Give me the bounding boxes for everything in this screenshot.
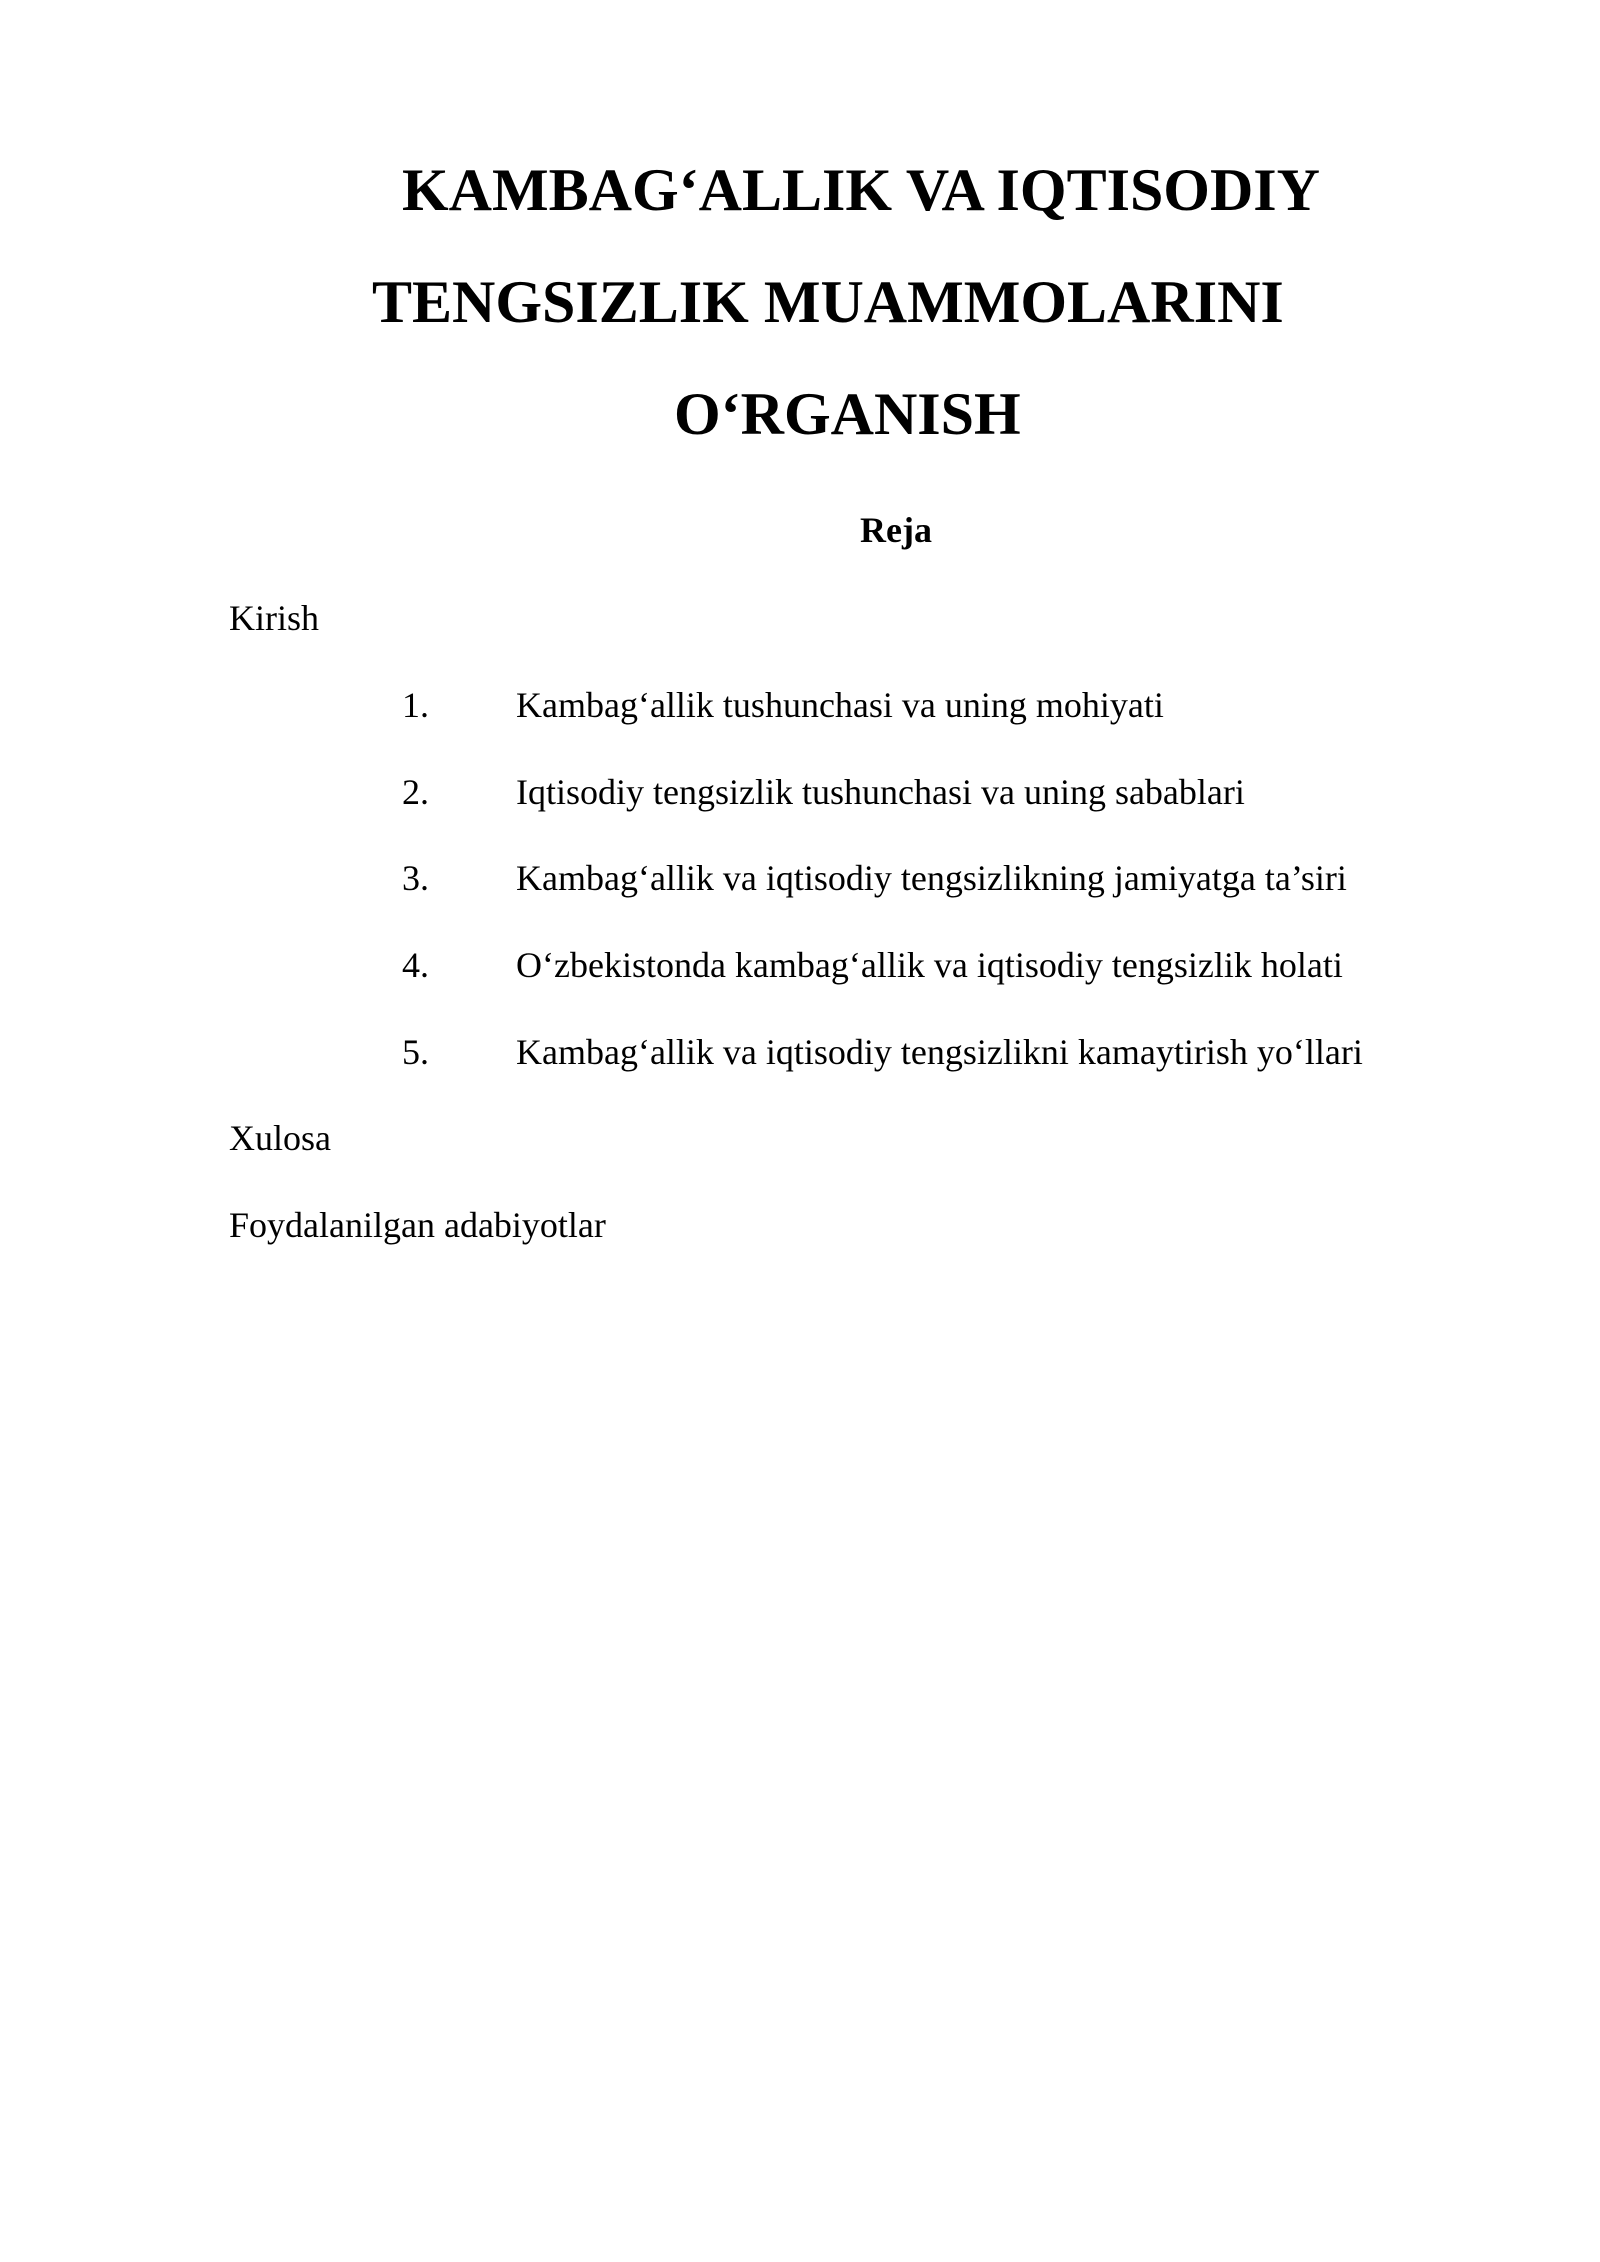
plan-item-text: Iqtisodiy tengsizlik tushunchasi va uning sabablari (516, 772, 1245, 812)
conclusion-entry: Xulosa (229, 1118, 331, 1158)
plan-item-number: 4. (402, 945, 429, 985)
intro-entry: Kirish (229, 598, 319, 638)
plan-item-number: 2. (402, 772, 429, 812)
plan-item-number: 1. (402, 685, 429, 725)
plan-item-text: Kambag‘allik va iqtisodiy tengsizlikning jamiyatga ta’siri (516, 858, 1347, 898)
plan-heading: Reja (860, 510, 932, 550)
plan-item-number: 3. (402, 858, 429, 898)
plan-item-text: Kambag‘allik va iqtisodiy tengsizlikni kamaytirish yo‘llari (516, 1032, 1363, 1072)
document-title-line-2: TENGSIZLIK MUAMMOLARINI (372, 269, 1284, 335)
document-title-line-3: O‘RGANISH (674, 381, 1021, 447)
references-entry: Foydalanilgan adabiyotlar (229, 1205, 606, 1245)
plan-item-number: 5. (402, 1032, 429, 1072)
plan-item-text: Kambag‘allik tushunchasi va uning mohiyati (516, 685, 1164, 725)
plan-item-text: O‘zbekistonda kambag‘allik va iqtisodiy tengsizlik holati (516, 945, 1343, 985)
document-title-line-1: KAMBAG‘ALLIK VA IQTISODIY (402, 157, 1320, 223)
